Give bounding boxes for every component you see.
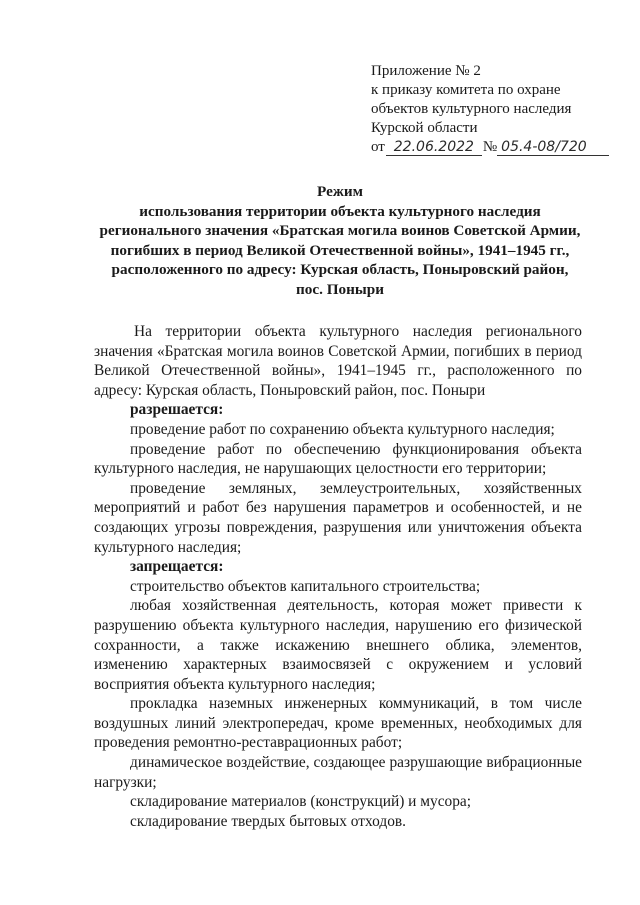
allowed-item: проведение земляных, землеустроительных, хозяйственных мероприятий и работ без нарушения параметров и особенностей, и не создающих угрозы повреждения, разрушения или уничтожения объекта культурного наследия; — [94, 479, 582, 556]
order-date-number-line — [371, 138, 631, 157]
forbidden-item: динамическое воздействие, создающее разрушающие вибрационные нагрузки; — [94, 754, 582, 791]
title-line: регионального значения «Братская могила воинов Советской Армии, — [99, 222, 581, 239]
handwritten-number: 05.4-08/720 — [497, 139, 609, 156]
title-line: расположенного по адресу: Курская область, Поныровский район, — [111, 261, 569, 278]
annex-number: Приложение № 2 — [371, 63, 481, 79]
annex-committee: объектов культурного наследия — [371, 101, 572, 117]
from-label: от — [371, 139, 385, 155]
document-body — [94, 322, 582, 831]
forbidden-heading: запрещается: — [130, 558, 224, 576]
annex-region: Курской области — [371, 120, 478, 136]
forbidden-item: прокладка наземных инженерных коммуникаций, в том числе воздушных линий электропередач, кроме временных, необходимых для проведения ремонтно-реставрационных работ; — [94, 695, 582, 752]
forbidden-item: любая хозяйственная деятельность, которая может привести к разрушению объекта культурного наследия, нарушению его физической сохранности, а также искажению внешнего облика, элементов, изменению характерных взаимосвязей с окружением и условий восприятия объекта культурного наследия; — [94, 597, 582, 693]
title-line: Режим — [317, 183, 363, 200]
forbidden-item: складирование твердых бытовых отходов. — [130, 812, 407, 830]
forbidden-item: складирование материалов (конструкций) и мусора; — [130, 793, 472, 811]
handwritten-date: 22.06.2022 — [386, 139, 482, 156]
intro-paragraph: На территории объекта культурного наследия регионального значения «Братская могила воинов Советской Армии, погибших в период Великой Отечественной войны», 1941–1945 гг., расположенного по адресу: Курская область, Поныровский район, пос. Поныри — [94, 323, 582, 399]
number-label: № — [482, 139, 498, 155]
annex-header — [371, 62, 631, 157]
title-line: использования территории объекта культурного наследия — [139, 202, 541, 220]
forbidden-item: строительство объектов капитального строительства; — [130, 577, 481, 595]
annex-order-ref: к приказу комитета по охране — [371, 82, 561, 98]
title-line: погибших в период Великой Отечественной войны», 1941–1945 гг., — [110, 241, 570, 259]
allowed-item: проведение работ по сохранению объекта культурного наследия; — [130, 420, 555, 438]
allowed-heading: разрешается: — [130, 401, 224, 419]
document-title — [90, 182, 590, 299]
allowed-item: проведение работ по обеспечению функционирования объекта культурного наследия, не нарушающих целостности его территории; — [94, 440, 582, 478]
title-line: пос. Поныри — [296, 280, 384, 298]
